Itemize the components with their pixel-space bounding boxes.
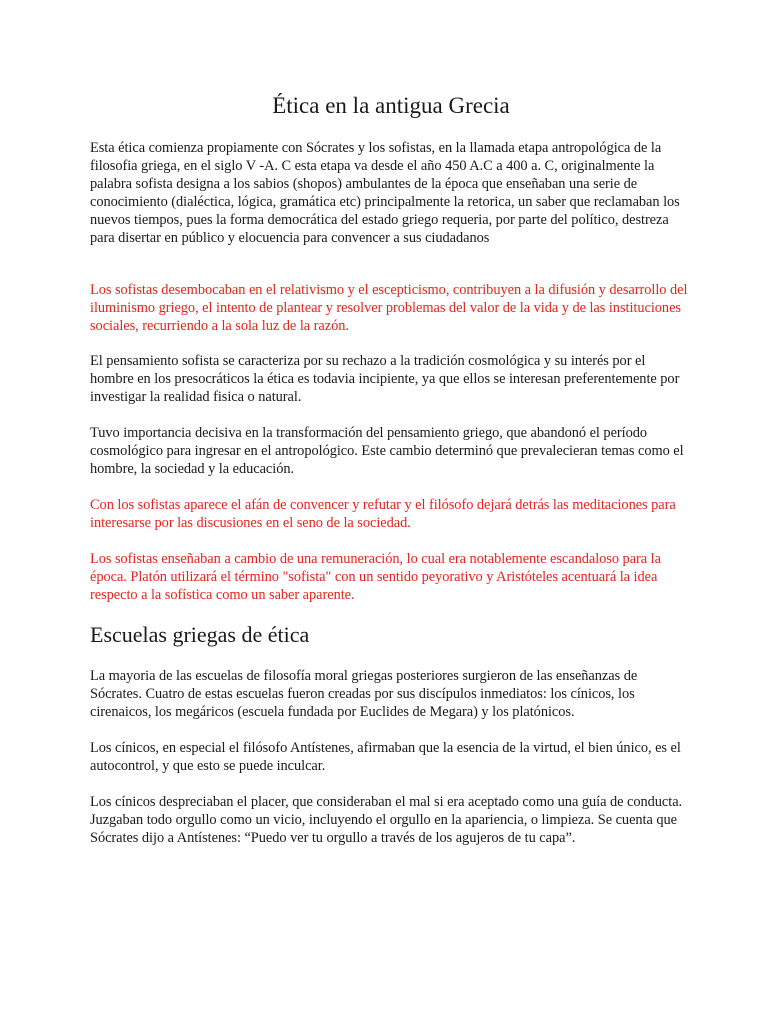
paragraph-remuneration: Los sofistas enseñaban a cambio de una remuneración, lo cual era notablemente escandaloso para la época. Platón utilizará el término "sofista" con un sentido peyorativo y Aristóteles acentuará la idea respecto a la sofística como un saber aparente. [90,551,661,603]
paragraph-sophist-thought: El pensamiento sofista se caracteriza por su rechazo a la tradición cosmológica y su interés por el hombre en los presocráticos la ética es todavia incipiente, ya que ellos se interesan preferentemente por investigar la realidad fisica o natural. [90,353,680,405]
page-title: Ética en la antigua Grecia [272,93,510,118]
paragraph-cynics: Los cínicos, en especial el filósofo Antístenes, afirmaban que la esencia de la virtud, el bien único, es el autocontrol, y que esto se puede inculcar. [90,740,681,774]
paragraph-convince-refute: Con los sofistas aparece el afán de convencer y refutar y el filósofo dejará detrás las meditaciones para interesarse por las discusiones en el seno de la sociedad. [90,497,676,531]
paragraph-relativism: Los sofistas desembocaban en el relativismo y el escepticismo, contribuyen a la difusión y desarrollo del iluminismo griego, el intento de plantear y resolver problemas del valor de la vida y de las instituciones sociales, recurriendo a la sola luz de la razón. [90,282,688,334]
paragraph-intro: Esta ética comienza propiamente con Sócrates y los sofistas, en la llamada etapa antropológica de la filosofia griega, en el siglo V -A. C esta etapa va desde el año 450 A.C a 400 a. C, originalmente la palabra sofista designa a los sabios (shopos) ambulantes de la época que enseñaban una serie de conocimiento (dialéctica, lógica, gramática etc) principalmente la retorica, un saber que reclamaban los nuevos tiempos, pues la forma democrática del estado griego requeria, por parte del político, destreza para disertar en público y elocuencia para convencer a sus ciudadanos [90,140,680,246]
paragraph-transformation: Tuvo importancia decisiva en la transformación del pensamiento griego, que abandonó el período cosmológico para ingresar en el antropológico. Este cambio determinó que prevalecieran temas como el hombre, la sociedad y la educación. [90,425,684,477]
paragraph-schools: La mayoria de las escuelas de filosofía moral griegas posteriores surgieron de las enseñanzas de Sócrates. Cuatro de estas escuelas fueron creadas por sus discípulos inmediatos: los cínicos, los cirenaicos, los megáricos (escuela fundada por Euclides de Megara) y los platónicos. [90,668,638,720]
section-heading-schools: Escuelas griegas de ética [90,622,310,647]
paragraph-cynics-pleasure: Los cínicos despreciaban el placer, que consideraban el mal si era aceptado como una guía de conducta. Juzgaban todo orgullo como un vicio, incluyendo el orgullo en la apariencia, o limpieza. Se cuenta que Sócrates dijo a Antístenes: “Puedo ver tu orgullo a través de los agujeros de tu capa”. [90,794,683,846]
